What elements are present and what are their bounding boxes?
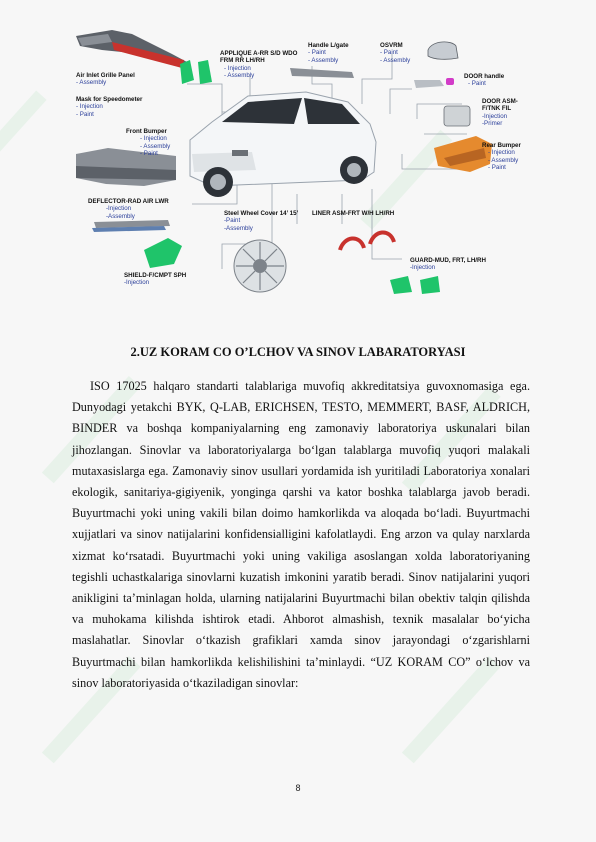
label-handle-liftgate: Handle L/gate - Paint - Assembly [308, 42, 349, 64]
label-air-inlet: Air Inlet Grille Panel - Assembly [76, 72, 135, 87]
label-rear-bumper: Rear Bumper - Injection - Assembly - Paint [482, 142, 521, 172]
page-number: 8 [295, 783, 301, 793]
air-inlet-grille-panel [76, 30, 187, 68]
label-liner: LINER ASM-FRT W/H LH/RH [312, 210, 395, 217]
watermark-mark [0, 91, 54, 174]
car-parts-figure [72, 24, 524, 296]
section-heading: 2.UZ KORAM CO O’LCHOV VA SINOV LABARATORYASI [130, 345, 466, 359]
label-wheel-cover: Steel Wheel Cover 14’ 15’ -Paint -Assembly [224, 210, 299, 232]
door-handle [414, 78, 454, 88]
label-guard-mud: GUARD-MUD, FRT, LH/RH -Injection [410, 257, 486, 272]
label-mask-speedometer: Mask for Speedometer - Injection - Paint [76, 96, 143, 118]
liner-front-wheelhouse [340, 232, 394, 250]
wheel-cover [234, 240, 286, 292]
label-osvrm: OSVRM - Paint - Assembly [380, 42, 411, 64]
shield-fcmpt [144, 238, 182, 268]
applique-parts [180, 60, 212, 84]
fuel-tank-door [444, 106, 470, 126]
label-deflector: DEFLECTOR-RAD AIR LWR -Injection -Assembly [88, 198, 169, 220]
guard-mud [390, 276, 440, 294]
osvrm-mirror [428, 42, 458, 59]
car-body [190, 92, 376, 197]
label-front-bumper: Front Bumper - Injection - Assembly - Paint [126, 128, 171, 158]
body-paragraph: ISO 17025 halqaro standarti talablariga muvofiq akkreditatsiya guvoxnomasiga ega. Dunyodagi yetakchi BYK, Q-LAB, ERICHSEN, TESTO, MEMMERT, BASF, ALDRICH, BINDER va boshqa kompaniyalarning eng zamonaviy laboratoriya uskunalari bilan jihozlangan. Sinovlar va laboratoriyalarga boʻlgan talablarga muvofiq yuqori malakali mutaxasislarga ega. Zamonaviy sinov usullari yordamida ish yuritiladi Laboratoriya xonalari ekologik, sanitariya-gigiyenik, yonginga qarshi va kator boshka talablarga javob beradi. Buyurtmachi yoki uning vakili bilan doimo hamkorlikda va aloqada boʻladi. Buyurtmachi xujjatlari va sinov natijalarini konfidensialligini kafolatlaydi. Eng arzon va qulay narxlarda xizmat koʻrsatadi. Buyurtmachi yoki uning vakiliga asoslangan xolda laboratoriyaning tegishli uchastkalariga sinovlarni kuzatish imkonini yaratib beradi. Sinov natijalarini yuqori anikligini ta’minlagan holda, ularning natijalarini Buyurtmachi bilan obektiv talqin qilishda va muhokama kilishda ishtirok etadi. Ahborot almashish, texnik masalalar boʻyicha maslahatlar. Sinovlar oʻtkazish grafiklari xamda sinov jarayondagi oʻzgarishlarni Buyurtmachi bilan hamkorlikda kelishilishini ta’minlaydi. “UZ KORAM CO” oʻlchov va sinov laboratoriyasida oʻtkaziladigan sinovlar: [72, 379, 530, 690]
label-door-handle: DOOR handle - Paint [464, 73, 505, 88]
label-applique: APPLIQUE A-RR S/D WDO FRM RR LH/RH - Injection - Assembly [220, 50, 298, 80]
label-door-asm: DOOR ASM-F/TNK FIL -Injection -Primer [482, 98, 518, 128]
label-shield: SHIELD-F/CMPT SPH -Injection [124, 272, 187, 287]
